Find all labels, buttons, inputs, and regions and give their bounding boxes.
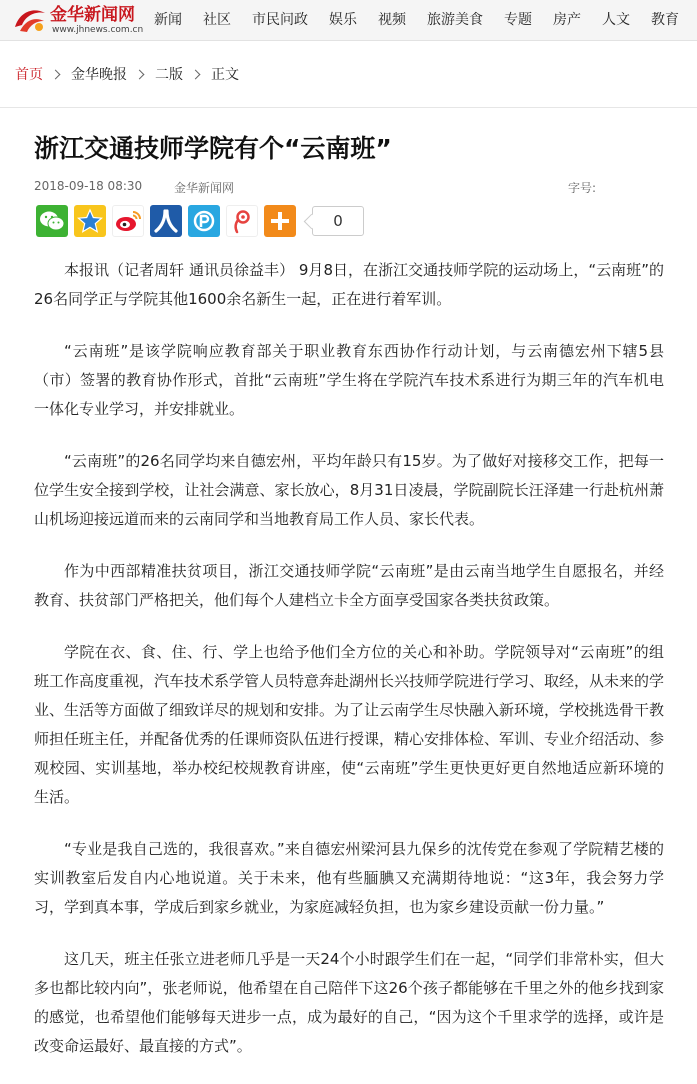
breadcrumb-page-two[interactable]: 二版 (155, 67, 183, 83)
share-renren-button[interactable] (150, 205, 182, 237)
main-nav (154, 0, 679, 41)
nav-item-topics[interactable]: 专题 (504, 12, 532, 28)
article-body (34, 256, 664, 1084)
share-more-button[interactable] (264, 205, 296, 237)
share-qzone-button[interactable] (74, 205, 106, 237)
article-paragraph: 这几天，班主任张立进老师几乎是一天24个小时跟学生们在一起，“同学们非常朴实，但大多也都比较内向”，张老师说，他希望在自己陪伴下这26个孩子都能够在千里之外的他乡找到家的感觉，也希望他们能够每天进步一点，成为最好的自己，“因为这个千里求学的选择，或许是改变命运最好、最直接的方式”。 (34, 950, 664, 1055)
nav-item-travel-food[interactable]: 旅游美食 (427, 12, 483, 28)
nav-item-culture[interactable]: 人文 (602, 12, 630, 28)
article-paragraph: 作为中西部精准扶贫项目，浙江交通技师学院“云南班”是由云南当地学生自愿报名，并经教育、扶贫部门严格把关，他们每个人建档立卡全方面享受国家各类扶贫政策。 (34, 562, 664, 609)
chevron-right-icon (135, 69, 145, 79)
nav-item-real-estate[interactable]: 房产 (553, 12, 581, 28)
share-kaixin-button[interactable] (188, 205, 220, 237)
chevron-right-icon (51, 69, 61, 79)
chevron-right-icon (191, 69, 201, 79)
logo-swirl-icon (12, 5, 48, 35)
publish-date: 2018-09-18 08:30 (34, 179, 143, 193)
article-paragraph: “云南班”是该学院响应教育部关于职业教育东西协作行动计划，与云南德宏州下辖5县（市）签署的教育协作形式，首批“云南班”学生将在学院汽车技术系进行为期三年的汽车机电一体化专业学习，并安排就业。 (34, 342, 664, 418)
qzone-icon (77, 208, 103, 234)
share-count: 0 (312, 206, 364, 236)
article-source[interactable]: 金华新闻网 (174, 181, 235, 195)
renren-icon (153, 208, 179, 234)
article-paragraph: “专业是我自己选的，我很喜欢。”来自德宏州梁河县九保乡的沈传党在参观了学院精艺楼的实训教室后发自内心地说道。关于未来，他有些腼腆又充满期待地说：“这3年，我会努力学习，学到真本事，学成后到家乡就业，为家庭减轻负担，也为家乡建设贡献一份力量。” (34, 840, 664, 916)
breadcrumb-jinhua-evening-news[interactable]: 金华晚报 (71, 67, 127, 83)
logo-url: www.jhnews.com.cn (52, 25, 144, 35)
article-paragraph: 本报讯（记者周轩 通讯员徐益丰） 9月8日，在浙江交通技师学院的运动场上，“云南班”的26名同学正与学院其他1600余名新生一起，正在进行着军训。 (34, 261, 664, 308)
logo-name: 金华新闻网 (50, 5, 135, 25)
kaixin-icon (191, 208, 217, 234)
top-bar (0, 0, 697, 41)
nav-item-entertainment[interactable]: 娱乐 (329, 12, 357, 28)
breadcrumb-current: 正文 (211, 67, 239, 83)
share-bar (36, 205, 364, 237)
font-size-label: 字号: (568, 181, 597, 195)
nav-item-news[interactable]: 新闻 (154, 12, 182, 28)
breadcrumb-home[interactable]: 首页 (15, 67, 43, 83)
site-logo[interactable] (12, 3, 144, 37)
tencent-weibo-icon (229, 208, 255, 234)
wechat-icon (39, 209, 65, 233)
share-weibo-button[interactable] (112, 205, 144, 237)
article-paragraph: 学院在衣、食、住、行、学上也给予他们全方位的关心和补助。学院领导对“云南班”的组班工作高度重视，汽车技术系学管人员特意奔赴湖州长兴技师学院进行学习、取经，从未来的学业、生活等方面做了细致详尽的规划和安排。为了让云南学生尽快融入新环境，学校挑选骨干教师担任班主任，并配备优秀的任课师资队伍进行授课，精心安排体检、军训、专业介绍活动、参观校园、实训基地，举办校纪校规教育讲座，使“云南班”学生更快更好更自然地适应新环境的生活。 (34, 643, 665, 806)
plus-icon (269, 210, 291, 232)
nav-item-video[interactable]: 视频 (378, 12, 406, 28)
weibo-icon (114, 209, 142, 233)
nav-item-education[interactable]: 教育 (651, 12, 679, 28)
nav-item-community[interactable]: 社区 (203, 12, 231, 28)
breadcrumb (0, 41, 697, 108)
nav-item-citizen-inquiry[interactable]: 市民问政 (252, 12, 308, 28)
share-wechat-button[interactable] (36, 205, 68, 237)
share-tencent-weibo-button[interactable] (226, 205, 258, 237)
article-title: 浙江交通技师学院有个“云南班” (34, 134, 392, 163)
article-meta (34, 179, 664, 195)
article-paragraph: “云南班”的26名同学均来自德宏州，平均年龄只有15岁。为了做好对接移交工作，把每一位学生安全接到学校，让社会满意、家长放心，8月31日凌晨，学院副院长汪泽建一行赴杭州萧山机场迎接远道而来的云南同学和当地教育局工作人员、家长代表。 (34, 452, 664, 528)
